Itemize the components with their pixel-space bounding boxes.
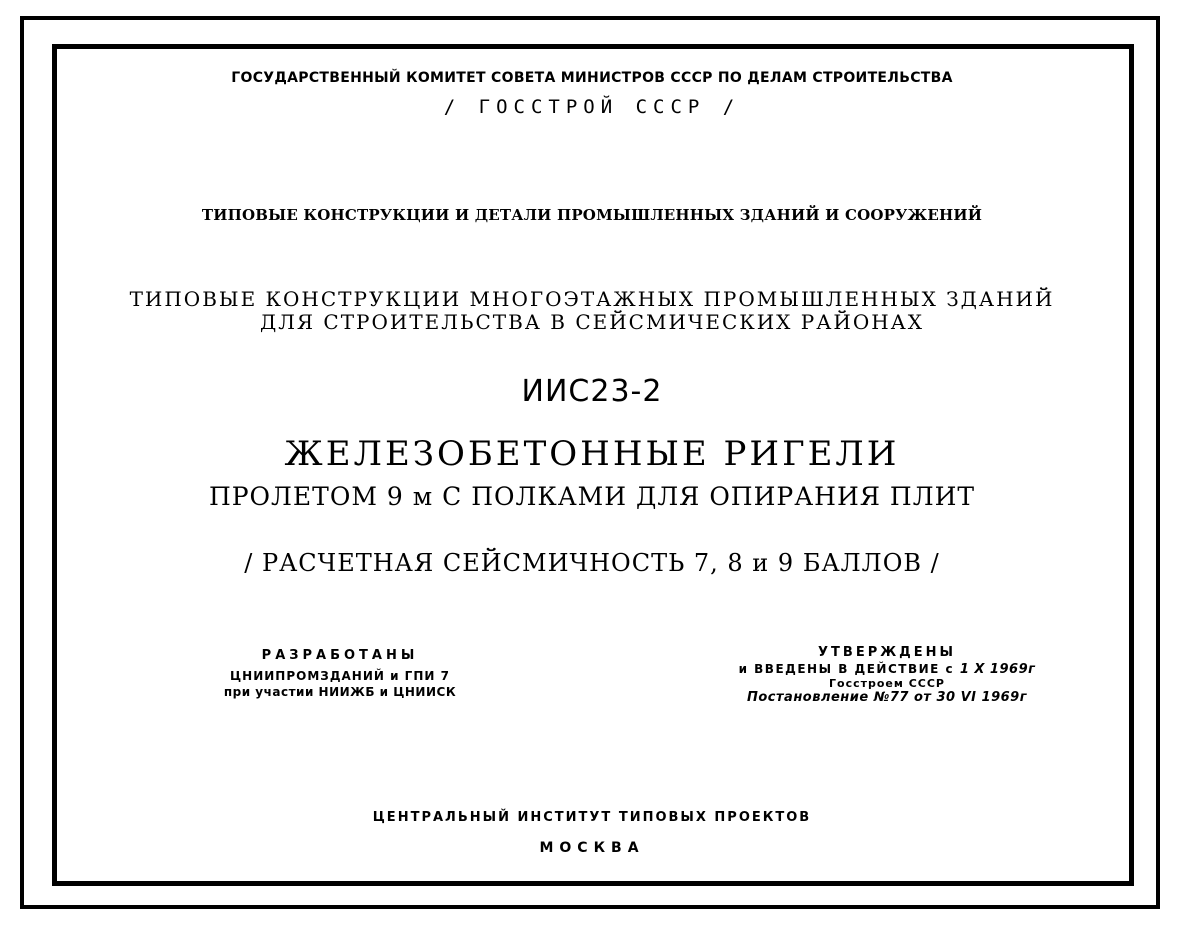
subject-line-1: ТИПОВЫЕ КОНСТРУКЦИИ МНОГОЭТАЖНЫХ ПРОМЫШЛЕННЫХ ЗДАНИЙ: [129, 287, 1055, 311]
subject-line-2: ДЛЯ СТРОИТЕЛЬСТВА В СЕЙСМИЧЕСКИХ РАЙОНАХ: [259, 310, 925, 334]
developed-block: [190, 648, 490, 699]
document-title: ЖЕЛЕЗОБЕТОННЫЕ РИГЕЛИ: [284, 434, 900, 474]
committee-name: ГОСУДАРСТВЕННЫЙ КОМИТЕТ СОВЕТА МИНИСТРОВ СССР ПО ДЕЛАМ СТРОИТЕЛЬСТВА: [231, 70, 953, 86]
gosstroy-label: / ГОССТРОЙ СССР /: [443, 96, 741, 118]
approved-line-3: Постановление №77 от 30 VI 1969г: [747, 690, 1027, 705]
approved-block: [712, 645, 1062, 705]
institute-name: ЦЕНТРАЛЬНЫЙ ИНСТИТУТ ТИПОВЫХ ПРОЕКТОВ: [372, 810, 812, 825]
series-title: ТИПОВЫЕ КОНСТРУКЦИИ И ДЕТАЛИ ПРОМЫШЛЕННЫХ ЗДАНИЙ И СООРУЖЕНИЙ: [201, 206, 983, 224]
document-subtitle: ПРОЛЕТОМ 9 м С ПОЛКАМИ ДЛЯ ОПИРАНИЯ ПЛИТ: [208, 482, 976, 511]
developed-heading: РАЗРАБОТАНЫ: [261, 648, 419, 663]
approved-heading: УТВЕРЖДЕНЫ: [818, 645, 956, 660]
approved-line-1-prefix: и ВВЕДЕНЫ В ДЕЙСТВИЕ с: [738, 662, 955, 676]
approved-line-2: Госстроем СССР: [829, 677, 945, 690]
document-code: ИИС23-2: [521, 374, 663, 409]
city-name: МОСКВА: [539, 840, 645, 856]
developed-line-2: при участии НИИЖБ и ЦНИИСК: [223, 685, 457, 699]
seismicity-note: / РАСЧЕТНАЯ СЕЙСМИЧНОСТЬ 7, 8 и 9 БАЛЛОВ /: [244, 549, 940, 577]
approved-line-1: [712, 662, 1062, 677]
developed-line-1: ЦНИИПРОМЗДАНИЙ и ГПИ 7: [230, 669, 450, 683]
approved-date: 1 X 1969г: [959, 662, 1036, 677]
